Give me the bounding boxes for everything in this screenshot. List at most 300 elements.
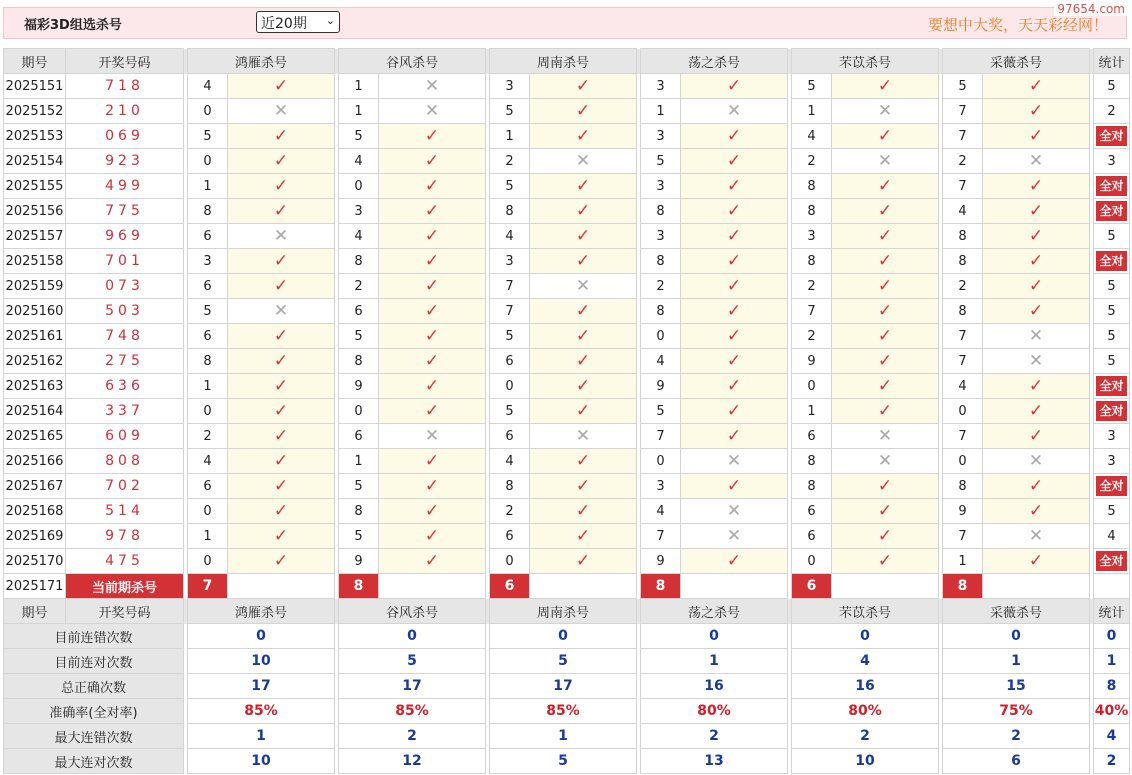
draw-number-cell: 609: [66, 424, 184, 449]
check-icon: ✓: [832, 349, 939, 374]
kill-number-cell: 5: [339, 474, 379, 499]
kill-number-cell: 0: [188, 549, 228, 574]
kill-number-cell: 6: [490, 424, 530, 449]
check-icon: ✓: [983, 374, 1090, 399]
empty-cell: [983, 574, 1090, 599]
cross-icon: ✕: [530, 274, 637, 299]
kill-number-cell: 3: [641, 74, 681, 99]
check-icon: ✓: [983, 224, 1090, 249]
check-icon: ✓: [983, 174, 1090, 199]
table-row: [4, 549, 1130, 574]
kill-number-cell: 1: [943, 549, 983, 574]
stats-row: [4, 699, 1130, 724]
all-correct-badge: 全对: [1096, 251, 1126, 271]
check-icon: ✓: [832, 299, 939, 324]
slogan-text: 要想中大奖，天天彩经网！: [927, 16, 1108, 34]
kill-number-cell: 0: [490, 549, 530, 574]
stats-row: [4, 649, 1130, 674]
current-kill-label: 当前期杀号: [66, 574, 184, 599]
table-row: [4, 349, 1130, 374]
check-icon: ✓: [681, 374, 788, 399]
cross-icon: ✕: [379, 74, 486, 99]
kill-number-cell: 9: [339, 549, 379, 574]
period-cell: 2025156: [4, 199, 66, 224]
check-icon: ✓: [530, 299, 637, 324]
all-correct-badge: 全对: [1096, 126, 1126, 146]
cross-icon: ✕: [681, 99, 788, 124]
kill-number-cell: 5: [792, 74, 832, 99]
kill-number-cell: 7: [943, 99, 983, 124]
check-icon: ✓: [530, 374, 637, 399]
kill-number-cell: 6: [188, 274, 228, 299]
check-icon: ✓: [681, 549, 788, 574]
stats-value: 10: [792, 749, 939, 774]
cross-icon: ✕: [379, 424, 486, 449]
stats-value: 2: [943, 724, 1090, 749]
check-icon: ✓: [983, 274, 1090, 299]
stats-value: 0: [490, 624, 637, 649]
table-row: [4, 449, 1130, 474]
kill-number-cell: 7: [943, 349, 983, 374]
kill-number-cell: 8: [943, 224, 983, 249]
kill-number-cell: 7: [490, 274, 530, 299]
header-period: 期号: [4, 49, 66, 74]
stats-value: 13: [641, 749, 788, 774]
draw-number-cell: 636: [66, 374, 184, 399]
kill-number-cell: 3: [188, 249, 228, 274]
table-row: [4, 399, 1130, 424]
check-icon: ✓: [530, 449, 637, 474]
kill-number-cell: 5: [641, 399, 681, 424]
kill-number-cell: 7: [792, 299, 832, 324]
kill-number-cell: 0: [792, 549, 832, 574]
period-cell: 2025158: [4, 249, 66, 274]
draw-number-cell: 337: [66, 399, 184, 424]
cross-icon: ✕: [983, 349, 1090, 374]
period-cell: 2025155: [4, 174, 66, 199]
draw-number-cell: 073: [66, 274, 184, 299]
stats-value: 5: [339, 649, 486, 674]
cross-icon: ✕: [983, 324, 1090, 349]
kill-number-cell: 3: [339, 199, 379, 224]
stat-cell: 5: [1094, 299, 1130, 324]
period-cell: 2025153: [4, 124, 66, 149]
check-icon: ✓: [983, 474, 1090, 499]
header-stat: 统计: [1094, 599, 1130, 624]
kill-number-cell: 9: [641, 374, 681, 399]
empty-cell: [832, 574, 939, 599]
cross-icon: ✕: [530, 149, 637, 174]
check-icon: ✓: [983, 199, 1090, 224]
cross-icon: ✕: [530, 424, 637, 449]
check-icon: ✓: [681, 224, 788, 249]
kill-number-cell: 5: [490, 99, 530, 124]
check-icon: ✓: [832, 74, 939, 99]
table-row: [4, 274, 1130, 299]
kill-number-cell: 6: [792, 524, 832, 549]
header-expert-6: 采薇杀号: [943, 49, 1090, 74]
kill-number-cell: 6: [339, 424, 379, 449]
stats-value: 10: [188, 749, 335, 774]
kill-number-cell: 4: [943, 374, 983, 399]
draw-number-cell: 969: [66, 224, 184, 249]
kill-number-cell: 4: [641, 349, 681, 374]
period-cell: 2025159: [4, 274, 66, 299]
draw-number-cell: 748: [66, 324, 184, 349]
stat-cell: [1094, 399, 1130, 424]
kill-number-cell: 5: [490, 399, 530, 424]
kill-number-cell: 8: [641, 199, 681, 224]
stats-value: 85%: [339, 699, 486, 724]
stats-label: 最大连错次数: [4, 724, 184, 749]
kill-number-cell: 1: [188, 524, 228, 549]
period-cell: 2025170: [4, 549, 66, 574]
kill-number-cell: 5: [641, 149, 681, 174]
kill-number-cell: 1: [339, 99, 379, 124]
kill-number-cell: 5: [490, 324, 530, 349]
period-range-value: 近20期: [261, 16, 307, 32]
check-icon: ✓: [530, 474, 637, 499]
kill-number-cell: 4: [943, 199, 983, 224]
header-expert-3: 周南杀号: [490, 49, 637, 74]
check-icon: ✓: [228, 174, 335, 199]
kill-number-cell: 7: [641, 424, 681, 449]
stats-value: 5: [490, 649, 637, 674]
cross-icon: ✕: [832, 424, 939, 449]
stats-value: 1: [943, 649, 1090, 674]
chevron-down-icon: ⌄: [325, 14, 335, 27]
draw-number-cell: 475: [66, 549, 184, 574]
draw-number-cell: 514: [66, 499, 184, 524]
stats-value: 0: [188, 624, 335, 649]
kill-number-cell: 8: [792, 174, 832, 199]
draw-number-cell: 069: [66, 124, 184, 149]
stat-cell: 5: [1094, 224, 1130, 249]
kill-number-cell: 3: [641, 224, 681, 249]
check-icon: ✓: [530, 324, 637, 349]
table-row: [4, 99, 1130, 124]
check-icon: ✓: [983, 99, 1090, 124]
stats-value: 15: [943, 674, 1090, 699]
kill-number-cell: 8: [792, 249, 832, 274]
empty-cell: [379, 574, 486, 599]
check-icon: ✓: [379, 174, 486, 199]
kill-number-cell: 8: [490, 474, 530, 499]
table-row: [4, 174, 1130, 199]
kill-number-cell: 5: [339, 324, 379, 349]
empty-cell: [681, 574, 788, 599]
check-icon: ✓: [228, 199, 335, 224]
period-cell: 2025157: [4, 224, 66, 249]
cross-icon: ✕: [983, 524, 1090, 549]
check-icon: ✓: [832, 474, 939, 499]
check-icon: ✓: [681, 199, 788, 224]
table-row: [4, 149, 1130, 174]
check-icon: ✓: [681, 274, 788, 299]
draw-number-cell: 775: [66, 199, 184, 224]
kill-number-cell: 1: [641, 99, 681, 124]
check-icon: ✓: [681, 124, 788, 149]
kill-number-cell: 4: [641, 499, 681, 524]
kill-number-cell: 6: [188, 474, 228, 499]
kill-number-cell: 8: [943, 249, 983, 274]
kill-number-cell: 2: [339, 274, 379, 299]
stats-value: 80%: [641, 699, 788, 724]
table-row: [4, 74, 1130, 99]
draw-number-cell: 808: [66, 449, 184, 474]
period-cell: 2025152: [4, 99, 66, 124]
stats-total: 4: [1094, 724, 1130, 749]
cross-icon: ✕: [832, 149, 939, 174]
stats-value: 80%: [792, 699, 939, 724]
kill-number-cell: 8: [490, 199, 530, 224]
kill-number-cell: 0: [188, 499, 228, 524]
check-icon: ✓: [832, 549, 939, 574]
kill-number-cell: 6: [792, 499, 832, 524]
stats-row: [4, 674, 1130, 699]
kill-number-cell: 0: [641, 449, 681, 474]
stats-value: 1: [641, 649, 788, 674]
kill-number-cell: 8: [188, 349, 228, 374]
header-period: 期号: [4, 599, 66, 624]
check-icon: ✓: [228, 424, 335, 449]
check-icon: ✓: [983, 299, 1090, 324]
all-correct-badge: 全对: [1096, 201, 1126, 221]
check-icon: ✓: [379, 374, 486, 399]
header-expert-1: 鸿雁杀号: [188, 49, 335, 74]
draw-number-cell: 701: [66, 249, 184, 274]
check-icon: ✓: [228, 374, 335, 399]
check-icon: ✓: [832, 374, 939, 399]
all-correct-badge: 全对: [1096, 476, 1126, 496]
check-icon: ✓: [681, 174, 788, 199]
kill-number-cell: 5: [943, 74, 983, 99]
stats-value: 75%: [943, 699, 1090, 724]
kill-number-cell: 2: [792, 274, 832, 299]
check-icon: ✓: [983, 549, 1090, 574]
header-expert-2: 谷风杀号: [339, 599, 486, 624]
stats-total: 40%: [1094, 699, 1130, 724]
page-title: 福彩3D组选杀号: [24, 18, 122, 33]
check-icon: ✓: [530, 124, 637, 149]
stat-cell: [1094, 199, 1130, 224]
kill-number-cell: 5: [188, 124, 228, 149]
kill-number-cell: 8: [792, 199, 832, 224]
stats-value: 2: [339, 724, 486, 749]
kill-number-cell: 8: [792, 474, 832, 499]
period-cell: 2025162: [4, 349, 66, 374]
kill-number-cell: 0: [943, 449, 983, 474]
table-row: [4, 524, 1130, 549]
stats-value: 16: [792, 674, 939, 699]
check-icon: ✓: [983, 424, 1090, 449]
all-correct-badge: 全对: [1096, 176, 1126, 196]
check-icon: ✓: [379, 499, 486, 524]
period-cell: 2025151: [4, 74, 66, 99]
cross-icon: ✕: [379, 99, 486, 124]
kill-number-cell: 7: [943, 124, 983, 149]
top-bar: [3, 7, 1127, 39]
kill-number-cell: 7: [943, 424, 983, 449]
stats-value: 1: [490, 724, 637, 749]
check-icon: ✓: [530, 199, 637, 224]
stats-total: 0: [1094, 624, 1130, 649]
stats-label: 目前连错次数: [4, 624, 184, 649]
draw-number-cell: 923: [66, 149, 184, 174]
kill-number-cell: 3: [792, 224, 832, 249]
kill-number-table: [3, 48, 1130, 774]
kill-number-cell: 7: [943, 174, 983, 199]
kill-number-cell: 6: [490, 349, 530, 374]
check-icon: ✓: [983, 124, 1090, 149]
stats-value: 85%: [490, 699, 637, 724]
kill-number-cell: 4: [188, 449, 228, 474]
check-icon: ✓: [228, 399, 335, 424]
check-icon: ✓: [379, 474, 486, 499]
stats-value: 0: [792, 624, 939, 649]
check-icon: ✓: [228, 74, 335, 99]
stat-cell: [1094, 249, 1130, 274]
period-cell: 2025165: [4, 424, 66, 449]
stats-value: 6: [943, 749, 1090, 774]
cross-icon: ✕: [228, 224, 335, 249]
period-cell: 2025160: [4, 299, 66, 324]
kill-number-cell: 4: [188, 74, 228, 99]
draw-number-cell: 978: [66, 524, 184, 549]
check-icon: ✓: [681, 349, 788, 374]
check-icon: ✓: [681, 474, 788, 499]
kill-number-cell: 6: [188, 224, 228, 249]
kill-number-cell: 2: [490, 499, 530, 524]
all-correct-badge: 全对: [1096, 551, 1126, 571]
kill-number-cell: 2: [490, 149, 530, 174]
header-expert-5: 芣苡杀号: [792, 599, 939, 624]
header-expert-1: 鸿雁杀号: [188, 599, 335, 624]
stats-row: [4, 724, 1130, 749]
check-icon: ✓: [379, 324, 486, 349]
kill-number-cell: 0: [792, 374, 832, 399]
kill-number-cell: 2: [188, 424, 228, 449]
period-cell: 2025164: [4, 399, 66, 424]
table-row: [4, 424, 1130, 449]
header-expert-4: 荡之杀号: [641, 49, 788, 74]
draw-number-cell: 499: [66, 174, 184, 199]
check-icon: ✓: [530, 174, 637, 199]
check-icon: ✓: [681, 149, 788, 174]
kill-number-cell: 8: [188, 199, 228, 224]
kill-number-cell: 4: [792, 124, 832, 149]
check-icon: ✓: [530, 99, 637, 124]
table-row: [4, 249, 1130, 274]
kill-number-cell: 0: [188, 399, 228, 424]
header-expert-3: 周南杀号: [490, 599, 637, 624]
draw-number-cell: 275: [66, 349, 184, 374]
check-icon: ✓: [379, 249, 486, 274]
cross-icon: ✕: [983, 149, 1090, 174]
kill-number-cell: 5: [339, 124, 379, 149]
kill-number-cell: 3: [641, 474, 681, 499]
stat-cell: 5: [1094, 324, 1130, 349]
header-stat: 统计: [1094, 49, 1130, 74]
kill-number-cell: 1: [188, 374, 228, 399]
cross-icon: ✕: [983, 449, 1090, 474]
table-row: [4, 324, 1130, 349]
table-header-row: [4, 49, 1130, 74]
kill-number-cell: 2: [792, 149, 832, 174]
kill-number-cell: 6: [188, 324, 228, 349]
check-icon: ✓: [228, 524, 335, 549]
check-icon: ✓: [530, 399, 637, 424]
kill-number-cell: 0: [339, 174, 379, 199]
stats-value: 5: [490, 749, 637, 774]
kill-number-cell: 8: [641, 249, 681, 274]
check-icon: ✓: [832, 274, 939, 299]
kill-number-cell: 4: [490, 449, 530, 474]
check-icon: ✓: [530, 224, 637, 249]
kill-number-cell: 0: [188, 149, 228, 174]
check-icon: ✓: [983, 399, 1090, 424]
check-icon: ✓: [832, 124, 939, 149]
kill-number-cell: 3: [490, 249, 530, 274]
stats-total: 8: [1094, 674, 1130, 699]
check-icon: ✓: [379, 274, 486, 299]
header-expert-2: 谷风杀号: [339, 49, 486, 74]
table-row: [4, 374, 1130, 399]
check-icon: ✓: [228, 549, 335, 574]
check-icon: ✓: [530, 549, 637, 574]
table-row: [4, 199, 1130, 224]
current-kill-number: 8: [339, 574, 379, 599]
cross-icon: ✕: [832, 99, 939, 124]
check-icon: ✓: [983, 499, 1090, 524]
stats-value: 17: [339, 674, 486, 699]
kill-number-cell: 2: [641, 274, 681, 299]
check-icon: ✓: [983, 74, 1090, 99]
check-icon: ✓: [681, 249, 788, 274]
kill-number-cell: 3: [490, 74, 530, 99]
stats-row: [4, 624, 1130, 649]
period-cell: 2025167: [4, 474, 66, 499]
kill-number-cell: 1: [792, 99, 832, 124]
stat-cell: 3: [1094, 149, 1130, 174]
kill-number-cell: 1: [792, 399, 832, 424]
current-kill-number: 6: [792, 574, 832, 599]
kill-number-cell: 5: [339, 524, 379, 549]
kill-number-cell: 0: [641, 324, 681, 349]
check-icon: ✓: [228, 274, 335, 299]
check-icon: ✓: [530, 74, 637, 99]
draw-number-cell: 718: [66, 74, 184, 99]
empty-cell: [530, 574, 637, 599]
stat-cell: 5: [1094, 499, 1130, 524]
period-cell: 2025163: [4, 374, 66, 399]
check-icon: ✓: [681, 399, 788, 424]
check-icon: ✓: [228, 349, 335, 374]
current-kill-number: 8: [943, 574, 983, 599]
kill-number-cell: 9: [339, 374, 379, 399]
stat-cell: 5: [1094, 74, 1130, 99]
period-cell: 2025166: [4, 449, 66, 474]
stats-value: 17: [490, 674, 637, 699]
period-range-select[interactable]: [256, 11, 340, 33]
site-watermark: 97654.com: [1054, 2, 1128, 16]
kill-number-cell: 6: [490, 524, 530, 549]
table-row: [4, 474, 1130, 499]
current-period-row: [4, 574, 1130, 599]
kill-number-cell: 8: [792, 449, 832, 474]
period-cell: 2025154: [4, 149, 66, 174]
check-icon: ✓: [379, 524, 486, 549]
